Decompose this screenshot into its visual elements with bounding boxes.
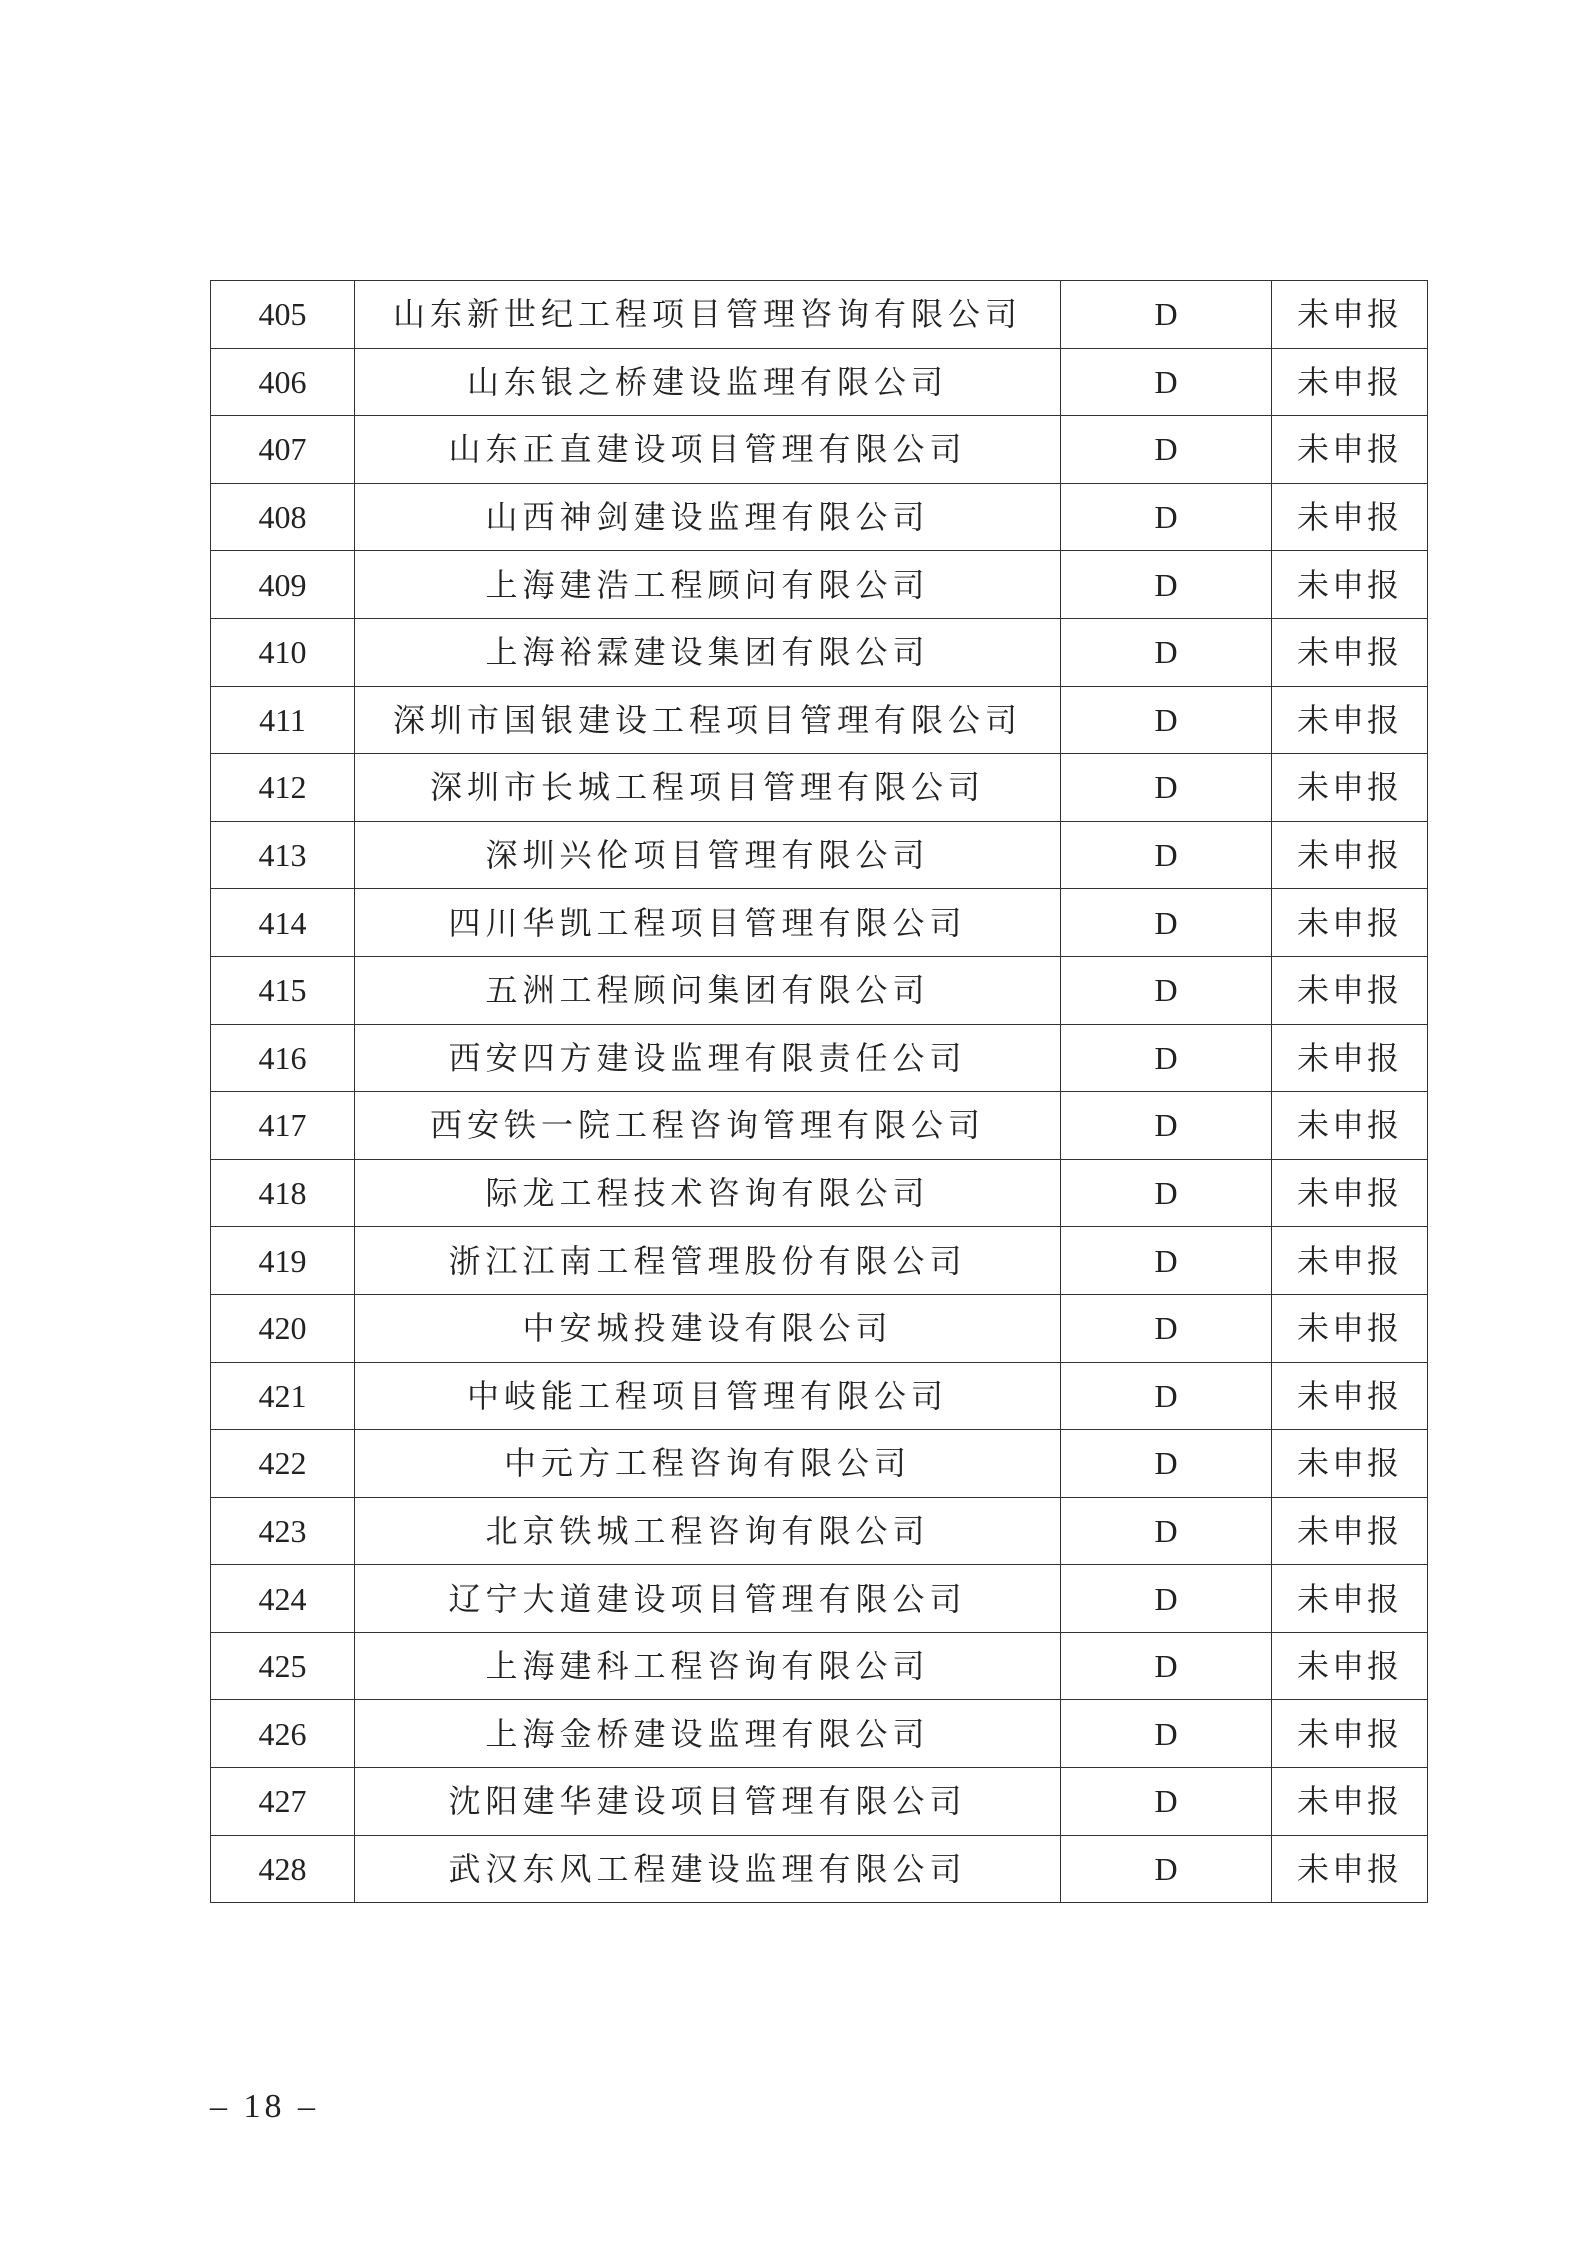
grade-cell: D	[1061, 1497, 1272, 1565]
row-number-cell: 422	[211, 1430, 355, 1498]
grade-cell: D	[1061, 1227, 1272, 1295]
table-row	[211, 686, 1428, 754]
table-row	[211, 483, 1428, 551]
status-cell: 未申报	[1272, 956, 1428, 1024]
grade-cell: D	[1061, 1632, 1272, 1700]
row-number-cell: 413	[211, 821, 355, 889]
company-name-cell: 深圳市长城工程项目管理有限公司	[355, 754, 1061, 822]
row-number-cell: 428	[211, 1835, 355, 1903]
row-number-cell: 420	[211, 1294, 355, 1362]
status-cell: 未申报	[1272, 483, 1428, 551]
company-name-cell: 西安铁一院工程咨询管理有限公司	[355, 1092, 1061, 1160]
table-row	[211, 1294, 1428, 1362]
grade-cell: D	[1061, 754, 1272, 822]
status-cell: 未申报	[1272, 1835, 1428, 1903]
company-name-cell: 北京铁城工程咨询有限公司	[355, 1497, 1061, 1565]
row-number-cell: 425	[211, 1632, 355, 1700]
table-row	[211, 281, 1428, 349]
status-cell: 未申报	[1272, 1497, 1428, 1565]
grade-cell: D	[1061, 686, 1272, 754]
table-row	[211, 1159, 1428, 1227]
row-number-cell: 409	[211, 551, 355, 619]
row-number-cell: 412	[211, 754, 355, 822]
grade-cell: D	[1061, 821, 1272, 889]
table-row	[211, 1700, 1428, 1768]
status-cell: 未申报	[1272, 1024, 1428, 1092]
table-row	[211, 1632, 1428, 1700]
table-row	[211, 754, 1428, 822]
company-name-cell: 山东银之桥建设监理有限公司	[355, 348, 1061, 416]
grade-cell: D	[1061, 416, 1272, 484]
grade-cell: D	[1061, 1092, 1272, 1160]
grade-cell: D	[1061, 1835, 1272, 1903]
grade-cell: D	[1061, 1362, 1272, 1430]
row-number-cell: 426	[211, 1700, 355, 1768]
company-name-cell: 四川华凯工程项目管理有限公司	[355, 889, 1061, 957]
grade-cell: D	[1061, 551, 1272, 619]
status-cell: 未申报	[1272, 348, 1428, 416]
table-row	[211, 1565, 1428, 1633]
row-number-cell: 408	[211, 483, 355, 551]
row-number-cell: 410	[211, 618, 355, 686]
table-row	[211, 348, 1428, 416]
company-name-cell: 深圳兴伦项目管理有限公司	[355, 821, 1061, 889]
status-cell: 未申报	[1272, 281, 1428, 349]
status-cell: 未申报	[1272, 889, 1428, 957]
row-number-cell: 415	[211, 956, 355, 1024]
row-number-cell: 411	[211, 686, 355, 754]
table-row	[211, 1768, 1428, 1836]
company-name-cell: 武汉东风工程建设监理有限公司	[355, 1835, 1061, 1903]
company-name-cell: 山东正直建设项目管理有限公司	[355, 416, 1061, 484]
table-row	[211, 1430, 1428, 1498]
company-name-cell: 深圳市国银建设工程项目管理有限公司	[355, 686, 1061, 754]
status-cell: 未申报	[1272, 1632, 1428, 1700]
grade-cell: D	[1061, 1768, 1272, 1836]
grade-cell: D	[1061, 956, 1272, 1024]
status-cell: 未申报	[1272, 1565, 1428, 1633]
table-row	[211, 1497, 1428, 1565]
status-cell: 未申报	[1272, 821, 1428, 889]
company-name-cell: 上海建科工程咨询有限公司	[355, 1632, 1061, 1700]
status-cell: 未申报	[1272, 686, 1428, 754]
status-cell: 未申报	[1272, 1768, 1428, 1836]
company-name-cell: 中岐能工程项目管理有限公司	[355, 1362, 1061, 1430]
row-number-cell: 417	[211, 1092, 355, 1160]
company-name-cell: 西安四方建设监理有限责任公司	[355, 1024, 1061, 1092]
grade-cell: D	[1061, 618, 1272, 686]
grade-cell: D	[1061, 483, 1272, 551]
company-table-body	[211, 281, 1428, 1903]
status-cell: 未申报	[1272, 1362, 1428, 1430]
status-cell: 未申报	[1272, 1430, 1428, 1498]
company-name-cell: 五洲工程顾问集团有限公司	[355, 956, 1061, 1024]
table-row	[211, 1835, 1428, 1903]
grade-cell: D	[1061, 348, 1272, 416]
table-row	[211, 1227, 1428, 1295]
table-row	[211, 618, 1428, 686]
company-name-cell: 山东新世纪工程项目管理咨询有限公司	[355, 281, 1061, 349]
company-name-cell: 沈阳建华建设项目管理有限公司	[355, 1768, 1061, 1836]
grade-cell: D	[1061, 889, 1272, 957]
grade-cell: D	[1061, 1024, 1272, 1092]
company-name-cell: 山西神剑建设监理有限公司	[355, 483, 1061, 551]
table-row	[211, 821, 1428, 889]
row-number-cell: 427	[211, 1768, 355, 1836]
grade-cell: D	[1061, 1430, 1272, 1498]
company-name-cell: 中元方工程咨询有限公司	[355, 1430, 1061, 1498]
page-number: – 18 –	[210, 2088, 319, 2125]
grade-cell: D	[1061, 1159, 1272, 1227]
table-row	[211, 551, 1428, 619]
status-cell: 未申报	[1272, 1159, 1428, 1227]
row-number-cell: 418	[211, 1159, 355, 1227]
row-number-cell: 424	[211, 1565, 355, 1633]
status-cell: 未申报	[1272, 1092, 1428, 1160]
table-row	[211, 1362, 1428, 1430]
table-row	[211, 889, 1428, 957]
table-row	[211, 1092, 1428, 1160]
status-cell: 未申报	[1272, 1700, 1428, 1768]
row-number-cell: 421	[211, 1362, 355, 1430]
status-cell: 未申报	[1272, 754, 1428, 822]
grade-cell: D	[1061, 1294, 1272, 1362]
company-name-cell: 辽宁大道建设项目管理有限公司	[355, 1565, 1061, 1633]
row-number-cell: 405	[211, 281, 355, 349]
status-cell: 未申报	[1272, 1294, 1428, 1362]
row-number-cell: 407	[211, 416, 355, 484]
table-row	[211, 956, 1428, 1024]
grade-cell: D	[1061, 1565, 1272, 1633]
row-number-cell: 423	[211, 1497, 355, 1565]
table-row	[211, 1024, 1428, 1092]
row-number-cell: 414	[211, 889, 355, 957]
table-row	[211, 416, 1428, 484]
company-name-cell: 上海建浩工程顾问有限公司	[355, 551, 1061, 619]
company-table	[210, 280, 1428, 1903]
company-name-cell: 上海金桥建设监理有限公司	[355, 1700, 1061, 1768]
status-cell: 未申报	[1272, 416, 1428, 484]
status-cell: 未申报	[1272, 1227, 1428, 1295]
grade-cell: D	[1061, 1700, 1272, 1768]
row-number-cell: 416	[211, 1024, 355, 1092]
company-name-cell: 中安城投建设有限公司	[355, 1294, 1061, 1362]
row-number-cell: 406	[211, 348, 355, 416]
company-name-cell: 际龙工程技术咨询有限公司	[355, 1159, 1061, 1227]
company-name-cell: 上海裕霖建设集团有限公司	[355, 618, 1061, 686]
grade-cell: D	[1061, 281, 1272, 349]
status-cell: 未申报	[1272, 618, 1428, 686]
company-name-cell: 浙江江南工程管理股份有限公司	[355, 1227, 1061, 1295]
status-cell: 未申报	[1272, 551, 1428, 619]
row-number-cell: 419	[211, 1227, 355, 1295]
